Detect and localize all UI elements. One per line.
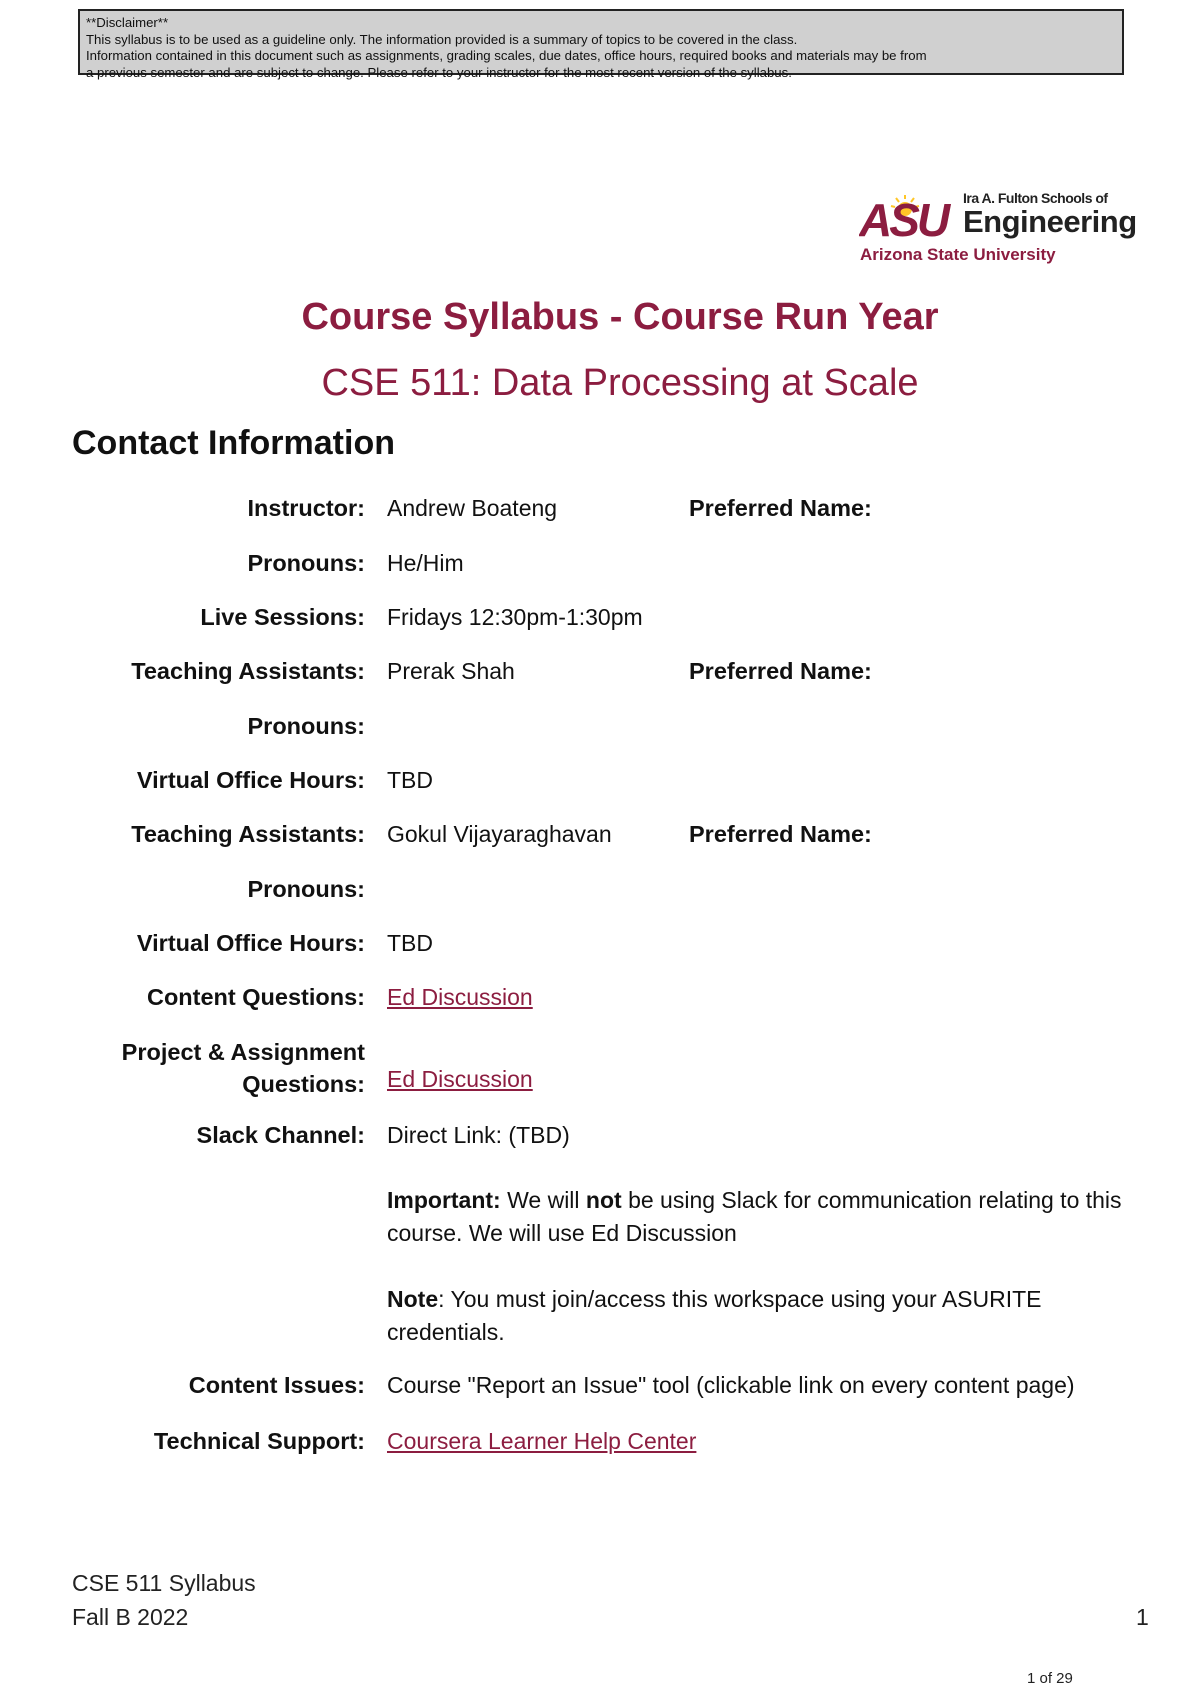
project-questions-label-line1: Project & Assignment [121, 1039, 365, 1065]
pronouns-label: Pronouns: [247, 876, 365, 902]
section-heading-contact: Contact Information [72, 424, 395, 462]
ta-value: Prerak Shah [387, 658, 515, 684]
coursera-help-center-link[interactable]: Coursera Learner Help Center [387, 1428, 697, 1454]
instructor-label: Instructor: [247, 495, 365, 521]
office-hours-value: TBD [387, 930, 433, 956]
disclaimer-box [78, 9, 1124, 80]
office-hours-label: Virtual Office Hours: [136, 767, 365, 793]
content-issues-label: Content Issues: [188, 1372, 365, 1398]
pronouns-label: Pronouns: [247, 550, 365, 576]
disclaimer-heading: **Disclaimer** [86, 15, 169, 30]
important-not: not [585, 1187, 622, 1213]
footer-course: CSE 511 Syllabus [72, 1570, 256, 1596]
tech-support-label: Technical Support: [153, 1428, 365, 1454]
project-questions-label-line2: Questions: [242, 1071, 365, 1097]
page-count: 1 of 29 [1027, 1670, 1073, 1687]
school-line: Ira A. Fulton Schools of [963, 193, 1108, 206]
asu-engineering-logo [859, 193, 1145, 271]
note-label: Note [387, 1286, 439, 1312]
asu-mark: ASU [859, 194, 948, 246]
office-hours-value: TBD [387, 767, 433, 793]
important-paragraph [387, 1184, 1147, 1250]
note-paragraph [387, 1283, 1147, 1349]
disclaimer-line: a previous semester and are subject to change. Please refer to your instructor for the most recent version of the syllabus. [86, 64, 792, 80]
slack-label: Slack Channel: [196, 1122, 365, 1148]
note-text: : You must join/access this workspace using your ASURITE credentials. [387, 1286, 1042, 1345]
document-title: Course Syllabus - Course Run Year [301, 296, 939, 338]
disclaimer-line: This syllabus is to be used as a guideline only. The information provided is a summary of topics to be covered in the class. [86, 31, 798, 47]
preferred-name-label: Preferred Name: [689, 821, 872, 847]
instructor-value: Andrew Boateng [387, 495, 558, 521]
live-sessions-value: Fridays 12:30pm-1:30pm [387, 604, 643, 630]
page-number: 1 [1136, 1604, 1149, 1630]
live-sessions-label: Live Sessions: [200, 604, 365, 630]
ed-discussion-link[interactable]: Ed Discussion [387, 1066, 533, 1092]
course-title: CSE 511: Data Processing at Scale [321, 362, 919, 404]
office-hours-label: Virtual Office Hours: [136, 930, 365, 956]
preferred-name-label: Preferred Name: [689, 495, 872, 521]
important-text: be using Slack for communication relating to this course. We will use Ed Discussion [387, 1187, 1122, 1246]
pronouns-value: He/Him [387, 550, 464, 576]
ta-label: Teaching Assistants: [131, 658, 365, 684]
important-label: Important: [387, 1187, 501, 1213]
university-name: Arizona State University [860, 245, 1056, 264]
slack-value: Direct Link: (TBD) [387, 1122, 570, 1148]
content-issues-value: Course "Report an Issue" tool (clickable link on every content page) [387, 1372, 1075, 1398]
ed-discussion-link[interactable]: Ed Discussion [387, 984, 533, 1010]
engineering-wordmark: Engineering [963, 204, 1137, 239]
important-text: We will [500, 1187, 586, 1213]
footer-term: Fall B 2022 [72, 1604, 189, 1630]
preferred-name-label: Preferred Name: [689, 658, 872, 684]
disclaimer-line: Information contained in this document such as assignments, grading scales, due dates, office hours, required books and materials may be from [86, 48, 927, 63]
content-questions-label: Content Questions: [146, 984, 365, 1010]
ta-label: Teaching Assistants: [131, 821, 365, 847]
ta-value: Gokul Vijayaraghavan [387, 821, 612, 847]
pronouns-label: Pronouns: [247, 713, 365, 739]
